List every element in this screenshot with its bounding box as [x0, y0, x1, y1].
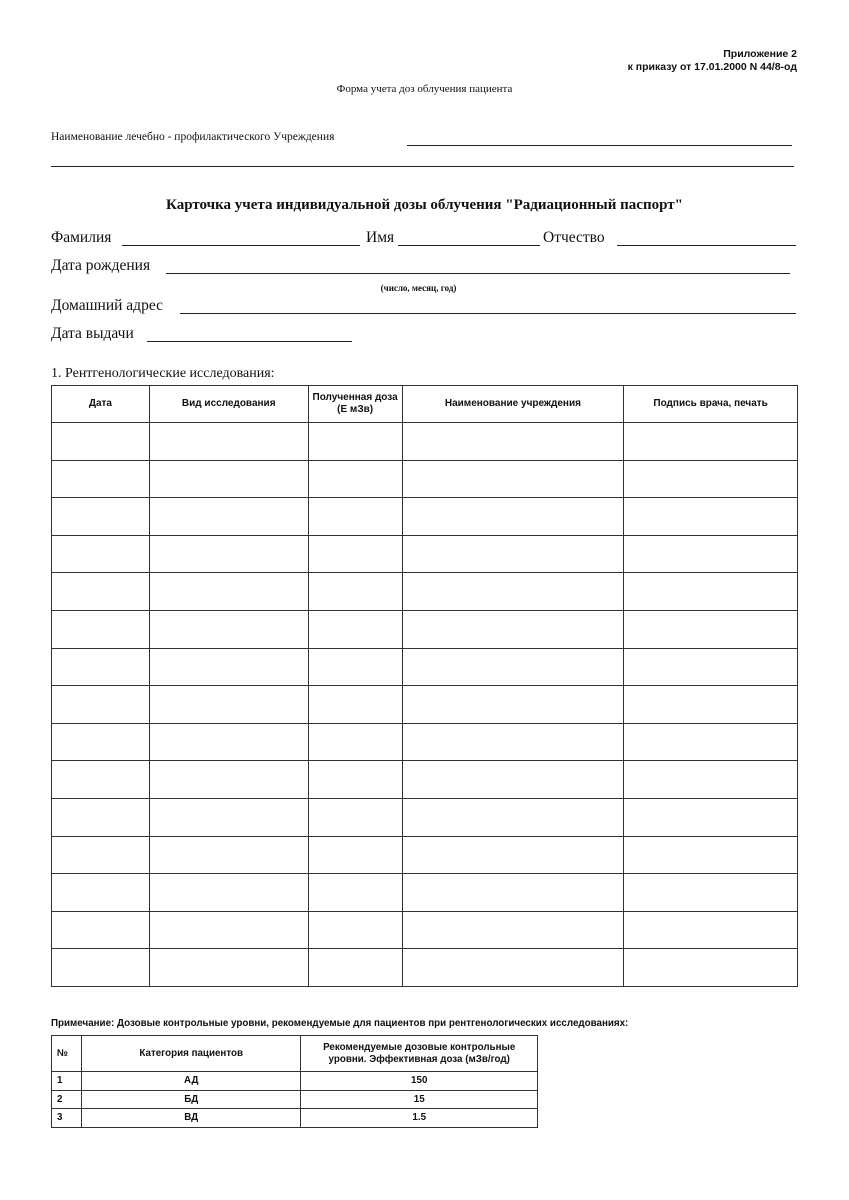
institution-cell[interactable]	[402, 723, 624, 761]
patient-category: БД	[81, 1090, 300, 1109]
dose-cell[interactable]	[308, 610, 402, 648]
dose-cell[interactable]	[308, 723, 402, 761]
exam-type-cell[interactable]	[149, 535, 308, 573]
dose-levels-table	[51, 1035, 538, 1128]
birth-date-field[interactable]	[166, 273, 790, 274]
appendix-order: к приказу от 17.01.2000 N 44/8-од	[627, 61, 797, 73]
institution-cell[interactable]	[402, 686, 624, 724]
exam-type-cell[interactable]	[149, 761, 308, 799]
table-row	[52, 723, 798, 761]
table-row	[52, 761, 798, 799]
dose-cell[interactable]	[308, 874, 402, 912]
column-header-recommended-dose: Рекомендуемые дозовые контрольные уровни. Эффективная доза (мЗв/год)	[301, 1036, 538, 1072]
signature-cell[interactable]	[624, 648, 798, 686]
patient-category: АД	[81, 1072, 300, 1091]
exam-type-cell[interactable]	[149, 798, 308, 836]
institution-field-continued[interactable]	[51, 166, 794, 167]
institution-cell[interactable]	[402, 460, 624, 498]
card-title: Карточка учета индивидуальной дозы облучения "Радиационный паспорт"	[166, 197, 683, 213]
institution-cell[interactable]	[402, 610, 624, 648]
signature-cell[interactable]	[624, 949, 798, 987]
institution-cell[interactable]	[402, 798, 624, 836]
exam-type-cell[interactable]	[149, 423, 308, 461]
institution-cell[interactable]	[402, 423, 624, 461]
row-number: 3	[52, 1109, 82, 1128]
institution-cell[interactable]	[402, 573, 624, 611]
xray-table	[51, 385, 798, 987]
table-header-row	[52, 386, 798, 423]
dose-cell[interactable]	[308, 535, 402, 573]
address-field[interactable]	[180, 313, 796, 314]
signature-cell[interactable]	[624, 723, 798, 761]
institution-cell[interactable]	[402, 648, 624, 686]
institution-cell[interactable]	[402, 836, 624, 874]
table-row	[52, 798, 798, 836]
table-row	[52, 1072, 538, 1091]
patient-category: ВД	[81, 1109, 300, 1128]
signature-cell[interactable]	[624, 761, 798, 799]
section-title-xray: 1. Рентгенологические исследования:	[51, 366, 275, 381]
date-cell[interactable]	[52, 573, 150, 611]
date-cell[interactable]	[52, 460, 150, 498]
table-row	[52, 610, 798, 648]
signature-cell[interactable]	[624, 535, 798, 573]
appendix-number: Приложение 2	[723, 48, 797, 60]
table-row	[52, 911, 798, 949]
signature-cell[interactable]	[624, 874, 798, 912]
table-row	[52, 836, 798, 874]
row-number: 1	[52, 1072, 82, 1091]
column-header-signature: Подпись врача, печать	[624, 386, 798, 423]
surname-field[interactable]	[122, 245, 360, 246]
exam-type-cell[interactable]	[149, 723, 308, 761]
institution-cell[interactable]	[402, 911, 624, 949]
signature-cell[interactable]	[624, 836, 798, 874]
patronymic-label: Отчество	[543, 229, 605, 246]
exam-type-cell[interactable]	[149, 686, 308, 724]
institution-label: Наименование лечебно - профилактического Учреждения	[51, 131, 335, 143]
table-row	[52, 573, 798, 611]
column-header-institution: Наименование учреждения	[402, 386, 624, 423]
date-cell[interactable]	[52, 836, 150, 874]
exam-type-cell[interactable]	[149, 610, 308, 648]
table-row	[52, 648, 798, 686]
dose-cell[interactable]	[308, 460, 402, 498]
signature-cell[interactable]	[624, 798, 798, 836]
table-row	[52, 460, 798, 498]
signature-cell[interactable]	[624, 423, 798, 461]
dose-cell[interactable]	[308, 798, 402, 836]
dose-cell[interactable]	[308, 949, 402, 987]
signature-cell[interactable]	[624, 460, 798, 498]
name-label: Имя	[366, 229, 395, 246]
table-row	[52, 949, 798, 987]
date-cell[interactable]	[52, 874, 150, 912]
signature-cell[interactable]	[624, 573, 798, 611]
column-header-dose: Полученная доза (Е мЗв)	[308, 386, 402, 423]
dose-cell[interactable]	[308, 498, 402, 536]
dose-cell[interactable]	[308, 761, 402, 799]
exam-type-cell[interactable]	[149, 460, 308, 498]
table-row	[52, 874, 798, 912]
name-field[interactable]	[398, 245, 540, 246]
date-cell[interactable]	[52, 798, 150, 836]
institution-cell[interactable]	[402, 949, 624, 987]
date-cell[interactable]	[52, 686, 150, 724]
exam-type-cell[interactable]	[149, 911, 308, 949]
column-header-exam-type: Вид исследования	[149, 386, 308, 423]
date-cell[interactable]	[52, 610, 150, 648]
signature-cell[interactable]	[624, 686, 798, 724]
dose-cell[interactable]	[308, 573, 402, 611]
table-row	[52, 686, 798, 724]
institution-cell[interactable]	[402, 874, 624, 912]
table-header-row	[52, 1036, 538, 1072]
exam-type-cell[interactable]	[149, 573, 308, 611]
table-row	[52, 1090, 538, 1109]
dose-value: 150	[301, 1072, 538, 1091]
exam-type-cell[interactable]	[149, 874, 308, 912]
note-text: Примечание: Дозовые контрольные уровни, рекомендуемые для пациентов при рентгенологических исследованиях:	[51, 1018, 629, 1029]
column-header-date: Дата	[52, 386, 150, 423]
exam-type-cell[interactable]	[149, 949, 308, 987]
dose-value: 1.5	[301, 1109, 538, 1128]
issue-date-field[interactable]	[147, 341, 352, 342]
date-cell[interactable]	[52, 911, 150, 949]
dose-cell[interactable]	[308, 911, 402, 949]
row-number: 2	[52, 1090, 82, 1109]
dose-cell[interactable]	[308, 648, 402, 686]
dose-value: 15	[301, 1090, 538, 1109]
table-row	[52, 423, 798, 461]
date-cell[interactable]	[52, 423, 150, 461]
patronymic-field[interactable]	[617, 245, 796, 246]
dose-cell[interactable]	[308, 686, 402, 724]
signature-cell[interactable]	[624, 911, 798, 949]
date-cell[interactable]	[52, 723, 150, 761]
signature-cell[interactable]	[624, 610, 798, 648]
exam-type-cell[interactable]	[149, 498, 308, 536]
date-cell[interactable]	[52, 535, 150, 573]
institution-cell[interactable]	[402, 761, 624, 799]
dose-cell[interactable]	[308, 423, 402, 461]
appendix-reference	[628, 48, 797, 74]
exam-type-cell[interactable]	[149, 648, 308, 686]
surname-label: Фамилия	[51, 229, 112, 246]
issue-date-label: Дата выдачи	[51, 325, 134, 342]
table-row	[52, 498, 798, 536]
column-header-category: Категория пациентов	[81, 1036, 300, 1072]
dose-cell[interactable]	[308, 836, 402, 874]
birth-date-hint: (число, месяц, год)	[380, 283, 457, 293]
institution-field[interactable]	[407, 145, 792, 146]
date-cell[interactable]	[52, 498, 150, 536]
column-header-number: №	[52, 1036, 82, 1072]
address-label: Домашний адрес	[51, 297, 163, 314]
institution-cell[interactable]	[402, 498, 624, 536]
signature-cell[interactable]	[624, 498, 798, 536]
exam-type-cell[interactable]	[149, 836, 308, 874]
table-row	[52, 1109, 538, 1128]
form-title: Форма учета доз облучения пациента	[336, 83, 513, 95]
date-cell[interactable]	[52, 949, 150, 987]
institution-cell[interactable]	[402, 535, 624, 573]
table-row	[52, 535, 798, 573]
date-cell[interactable]	[52, 648, 150, 686]
birth-date-label: Дата рождения	[51, 257, 151, 274]
date-cell[interactable]	[52, 761, 150, 799]
